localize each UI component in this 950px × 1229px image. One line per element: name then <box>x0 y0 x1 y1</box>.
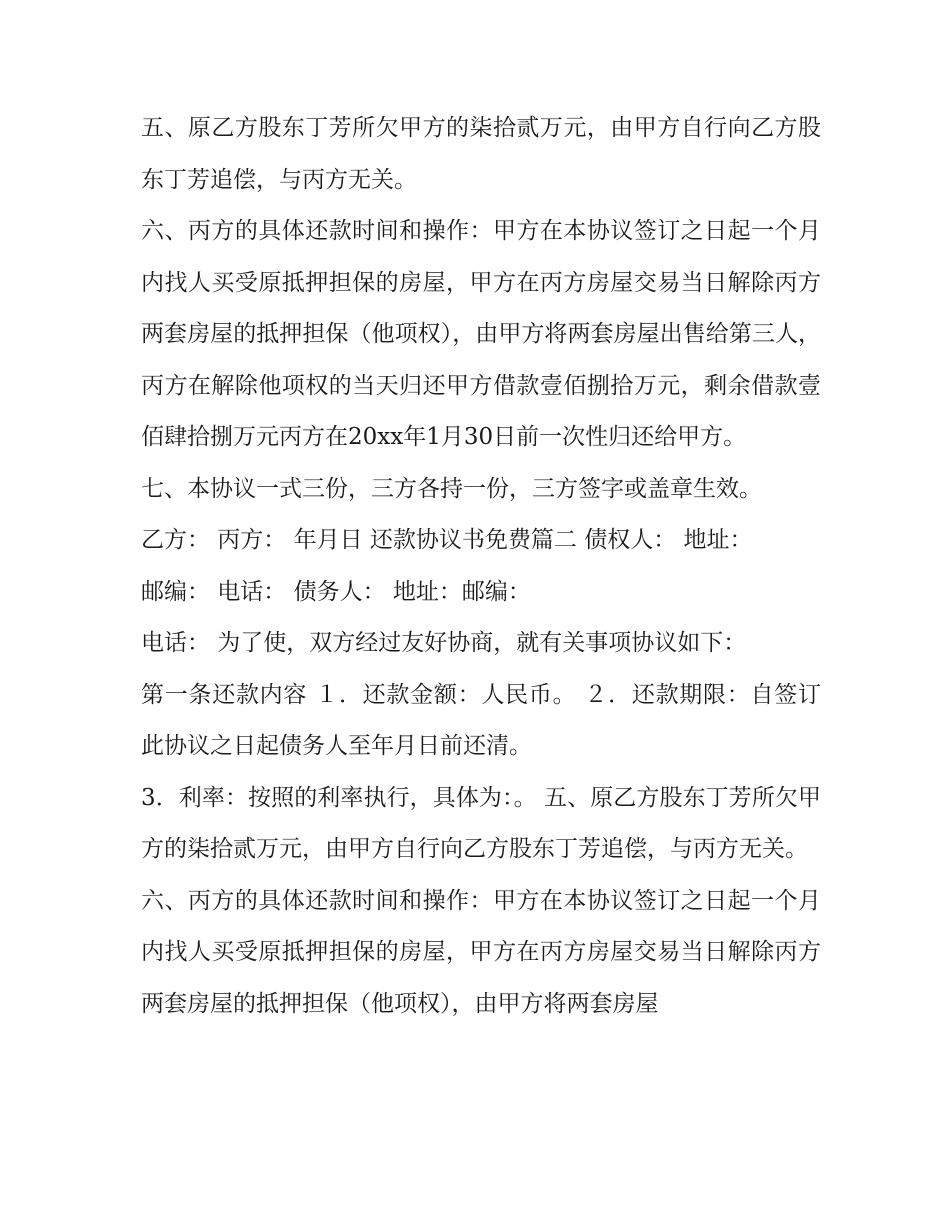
paragraph-clause-5: 五、原乙方股东丁芳所欠甲方的柒拾贰万元，由甲方自行向乙方股东丁芳追偿，与丙方无关。 <box>141 115 821 193</box>
paragraph-interest-rate: 3．利率：按照的利率执行，具体为：。 五、原乙方股东丁芳所欠甲方的柒拾贰万元，由甲方自行向乙方股东丁芳追偿，与丙方无关。 <box>141 784 821 862</box>
document-body <box>141 103 821 1030</box>
paragraph-clause-6: 六、丙方的具体还款时间和操作：甲方在本协议签订之日起一个月内找人买受原抵押担保的房屋，甲方在丙方房屋交易当日解除丙方两套房屋的抵押担保（他项权），由甲方将两套房屋出售给第三人，丙方在解除他项权的当天归还甲方借款壹佰捌拾万元，剩余借款壹佰肆拾捌万元丙方在20xx年1月30日前一次性归还给甲方。 <box>141 218 821 450</box>
paragraph-signatures: 乙方： 丙方： 年月日 还款协议书免费篇二 债权人： 地址： <box>141 527 753 553</box>
paragraph-clause-6-repeat: 六、丙方的具体还款时间和操作：甲方在本协议签订之日起一个月内找人买受原抵押担保的房屋，甲方在丙方房屋交易当日解除丙方两套房屋的抵押担保（他项权），由甲方将两套房屋 <box>141 887 821 1017</box>
paragraph-intro: 电话： 为了使，双方经过友好协商，就有关事项协议如下： <box>141 630 747 656</box>
paragraph-clause-7: 七、本协议一式三份，三方各持一份，三方签字或盖章生效。 <box>141 475 762 502</box>
paragraph-article-1: 第一条还款内容 １．还款金额：人民币。 ２．还款期限：自签订此协议之日起债务人至年月日前还清。 <box>141 681 821 759</box>
paragraph-contact-info: 邮编： 电话： 债务人： 地址：邮编： <box>141 578 531 605</box>
